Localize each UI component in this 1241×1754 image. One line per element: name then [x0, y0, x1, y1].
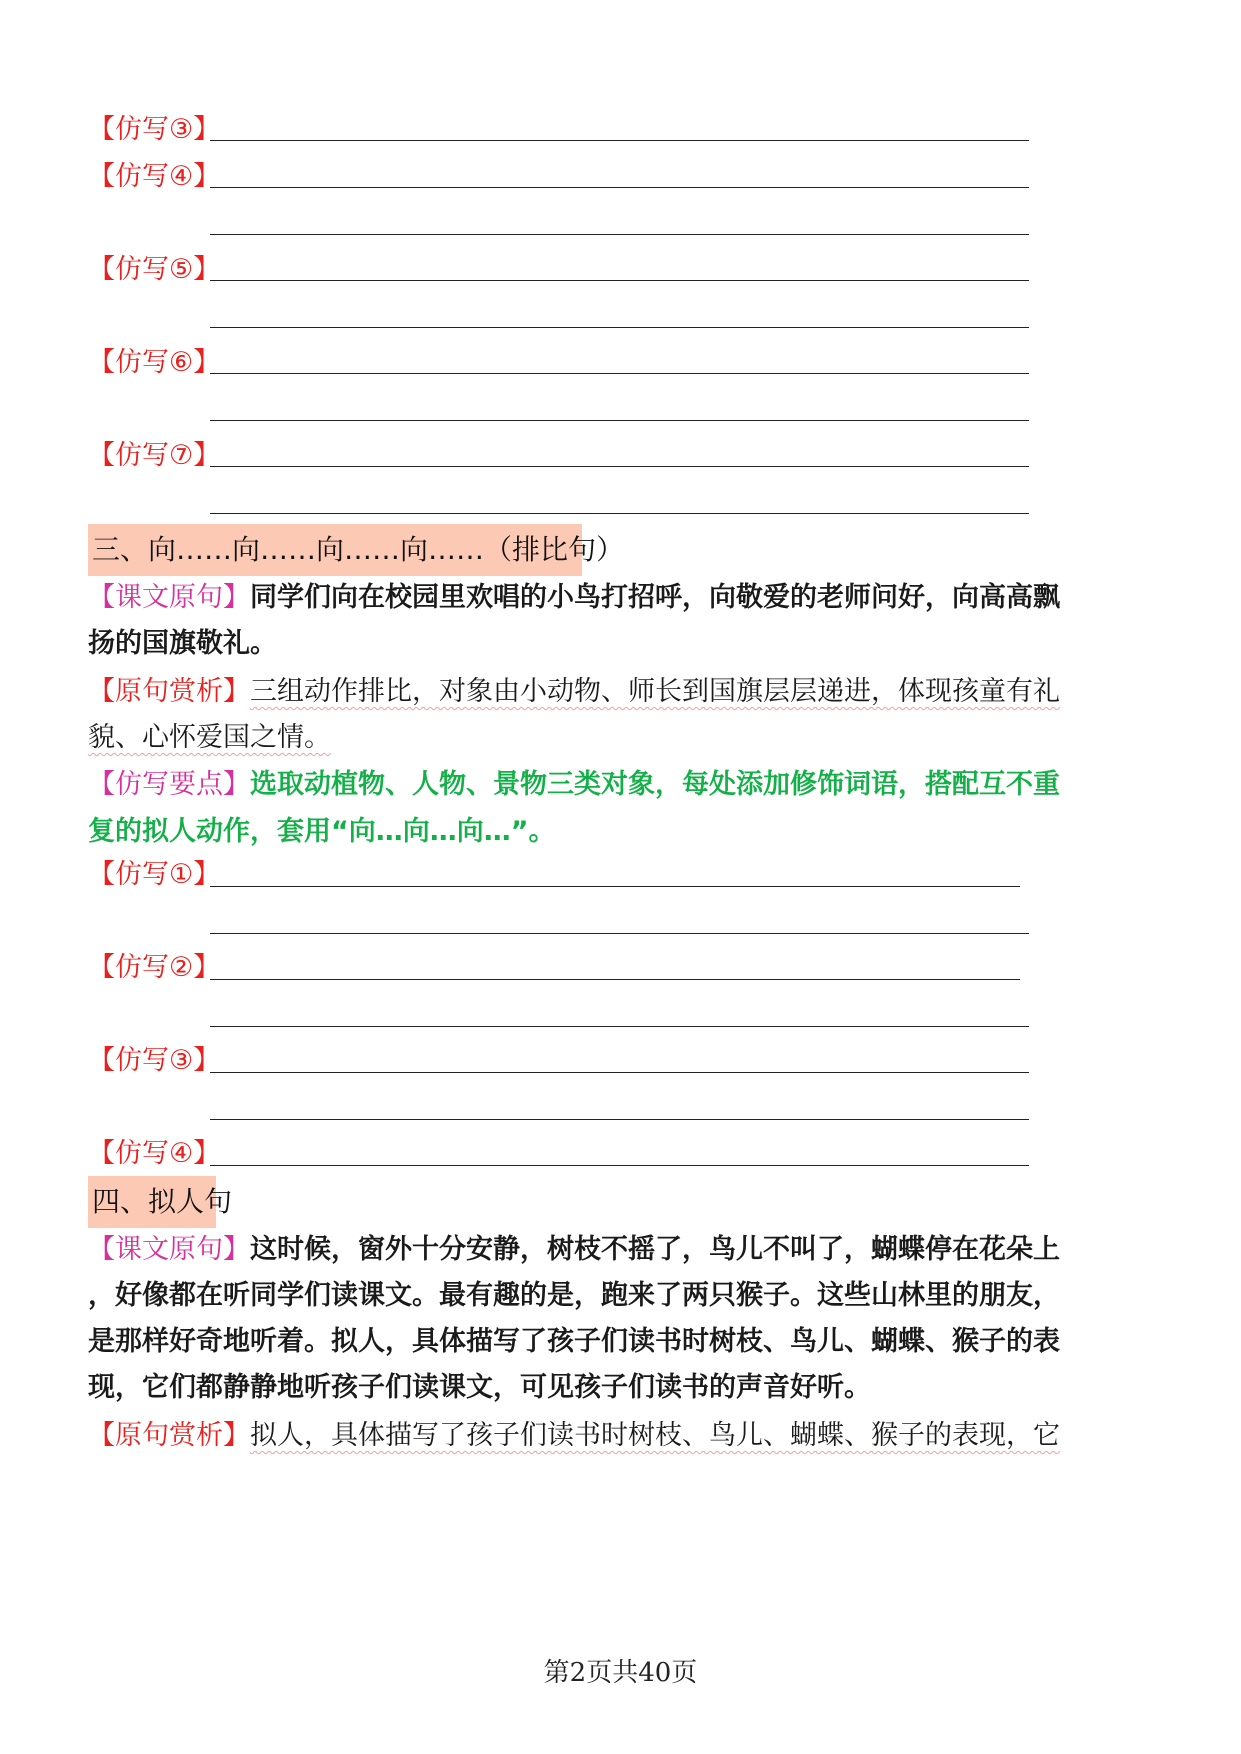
- writing-points-text: 复的拟人动作，套用“向…向…向…”。: [88, 816, 556, 847]
- original-sentence-text: 扬的国旗敬礼。: [88, 628, 277, 659]
- writing-line: [210, 280, 1029, 281]
- writing-line: [210, 420, 1029, 421]
- section-heading-personification: 四、拟人句: [88, 1176, 216, 1228]
- writing-line: [210, 234, 1029, 235]
- original-sentence-text: 同学们向在校园里欢唱的小鸟打招呼，向敬爱的老师问好，向高高飘: [250, 582, 1060, 613]
- writing-line: [210, 979, 1020, 980]
- original-sentence-line: [88, 1362, 1153, 1414]
- analysis-tag: 【原句赏析】: [88, 1420, 250, 1451]
- practice-label-2: 【仿写②】: [88, 952, 221, 983]
- practice-label-3: 【仿写③】: [88, 114, 221, 145]
- writing-points-line: [88, 806, 1153, 858]
- practice-label-4: 【仿写④】: [88, 1138, 221, 1169]
- writing-line: [210, 1119, 1029, 1120]
- original-sentence-text: ，好像都在听同学们读课文。最有趣的是，跑来了两只猴子。这些山林里的朋友，: [88, 1280, 1060, 1311]
- analysis-text: 貌、心怀爱国之情。: [88, 722, 331, 753]
- writing-line: [210, 1165, 1029, 1166]
- practice-label-3: 【仿写③】: [88, 1045, 221, 1076]
- original-sentence-line: [88, 1270, 1153, 1322]
- practice-label-6: 【仿写⑥】: [88, 347, 221, 378]
- writing-line: [210, 466, 1029, 467]
- writing-line: [210, 513, 1029, 514]
- writing-line: [210, 886, 1020, 887]
- original-sentence-line: [88, 1316, 1153, 1368]
- original-sentence-tag: 【课文原句】: [88, 1234, 250, 1265]
- analysis-text: 拟人，具体描写了孩子们读书时树枝、鸟儿、蝴蝶、猴子的表现，它: [250, 1420, 1060, 1451]
- writing-line: [210, 1026, 1029, 1027]
- original-sentence-text: 现，它们都静静地听孩子们读课文，可见孩子们读书的声音好听。: [88, 1372, 871, 1403]
- original-sentence-text: 是那样好奇地听着。拟人，具体描写了孩子们读书时树枝、鸟儿、蝴蝶、猴子的表: [88, 1326, 1060, 1357]
- writing-points-tag: 【仿写要点】: [88, 769, 250, 800]
- practice-label-7: 【仿写⑦】: [88, 440, 221, 471]
- analysis-line: [88, 1410, 1153, 1462]
- writing-line: [210, 1072, 1029, 1073]
- analysis-tag: 【原句赏析】: [88, 676, 250, 707]
- section-heading-parallelism: 三、向……向……向……向……（排比句）: [88, 524, 582, 576]
- analysis-line: [88, 666, 1153, 718]
- original-sentence-line: [88, 1224, 1153, 1276]
- original-sentence-line: [88, 572, 1153, 624]
- practice-label-1: 【仿写①】: [88, 859, 221, 890]
- writing-line: [210, 327, 1029, 328]
- writing-points-line: [88, 759, 1153, 811]
- writing-line: [210, 373, 1029, 374]
- writing-points-text: 选取动植物、人物、景物三类对象，每处添加修饰词语，搭配互不重: [250, 769, 1060, 800]
- analysis-text: 三组动作排比，对象由小动物、师长到国旗层层递进，体现孩童有礼: [250, 676, 1060, 707]
- practice-label-5: 【仿写⑤】: [88, 254, 221, 285]
- original-sentence-tag: 【课文原句】: [88, 582, 250, 613]
- writing-line: [210, 933, 1029, 934]
- original-sentence-text: 这时候，窗外十分安静，树枝不摇了，鸟儿不叫了，蝴蝶停在花朵上: [250, 1234, 1060, 1265]
- analysis-line: [88, 712, 1153, 764]
- writing-line: [210, 140, 1029, 141]
- practice-label-4: 【仿写④】: [88, 161, 221, 192]
- writing-line: [210, 187, 1029, 188]
- original-sentence-line: [88, 618, 1153, 670]
- page-number: 第2页共40页: [543, 1658, 698, 1688]
